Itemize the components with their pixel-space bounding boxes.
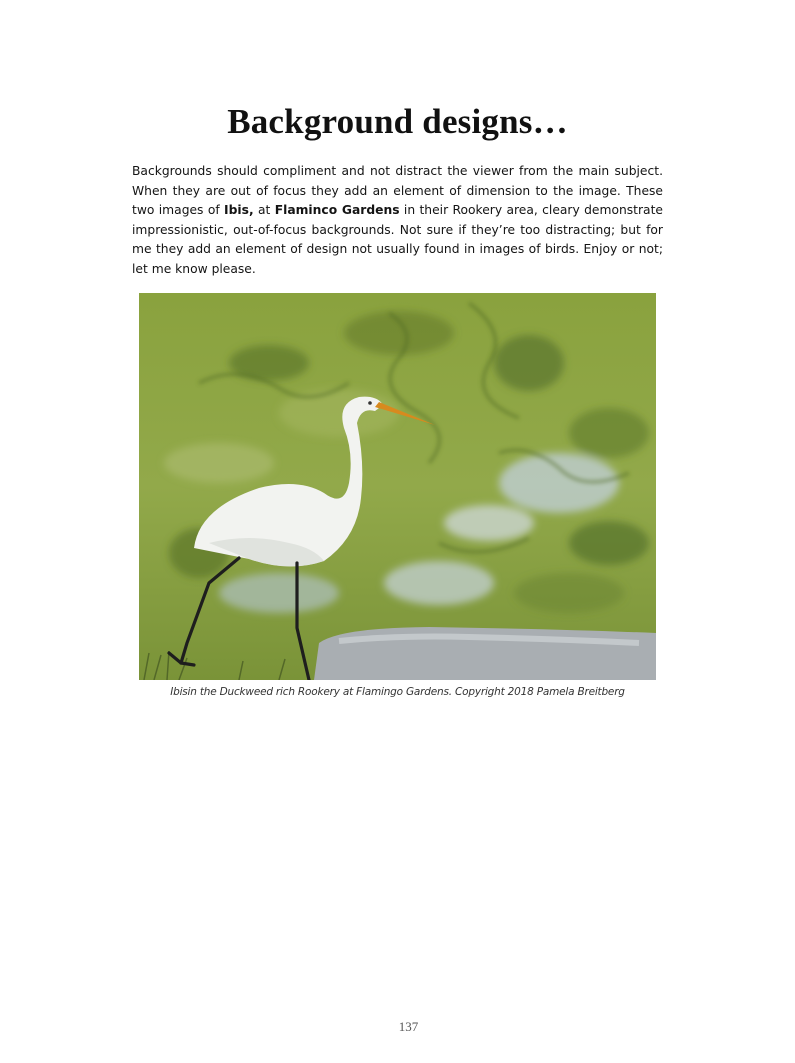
- bold-term-ibis: Ibis,: [224, 203, 254, 217]
- paragraph-text-2: at: [253, 203, 275, 217]
- page-title: Background designs…: [227, 102, 568, 141]
- page-number: 137: [398, 1019, 419, 1034]
- paragraph-text-1: Backgrounds should compliment and not distract the viewer from the main subject. When they are out of focus they add an element of dimension to the image. These two images of: [132, 164, 663, 217]
- egret-photo: [139, 293, 656, 680]
- paragraph-text-3: in their Rookery area, cleary demonstrate impressionistic, out-of-focus backgrounds. Not sure if they’re too distracting; but for me they add an element of design not usually found in images of birds. Enjoy or not; let me know please.: [132, 203, 663, 276]
- bold-term-gardens: Flaminco Gardens: [274, 203, 400, 217]
- photo-caption: Ibisin the Duckweed rich Rookery at Flamingo Gardens. Copyright 2018 Pamela Breitberg: [170, 686, 625, 698]
- body-paragraph: [132, 162, 663, 279]
